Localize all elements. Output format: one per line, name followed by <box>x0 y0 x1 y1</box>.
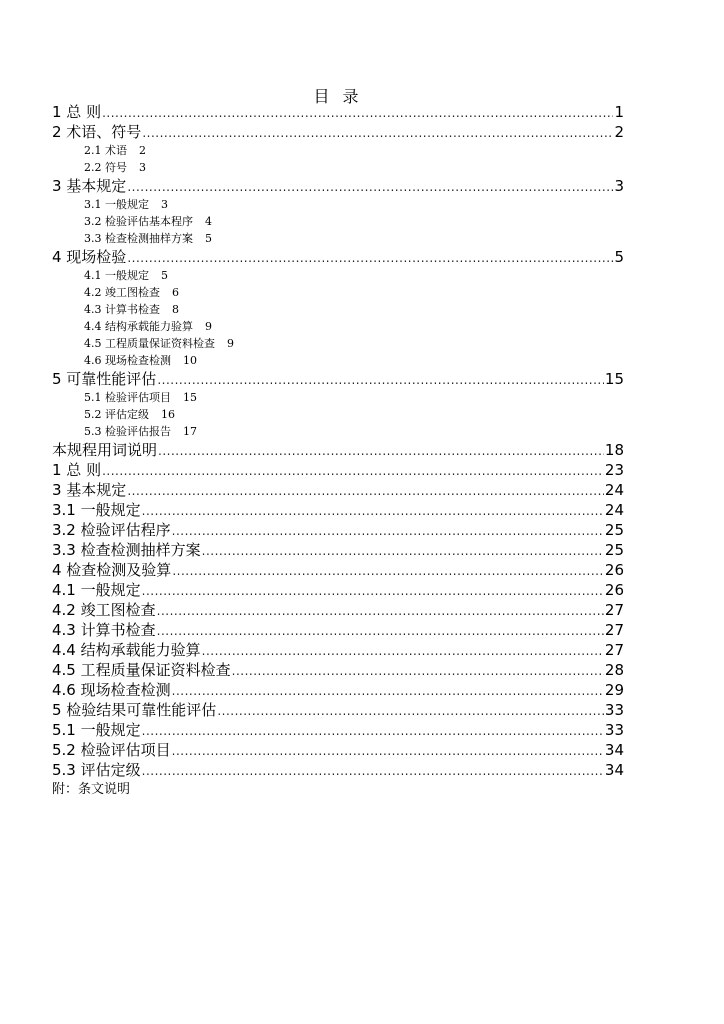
toc-subentry-page: 9 <box>227 337 234 350</box>
toc-entry-label: 4.3 计算书检查 <box>52 621 156 639</box>
toc-entry-page: 33 <box>604 701 624 719</box>
toc-subentry-page: 9 <box>205 320 212 333</box>
toc-leader-dots <box>142 721 604 741</box>
toc-subentry-page: 8 <box>172 303 179 316</box>
toc-entry[interactable] <box>52 540 624 560</box>
toc-subentry-page: 10 <box>183 354 197 367</box>
toc-subentry-label: 5.2 评估定级 <box>84 408 149 421</box>
toc-entry-page: 27 <box>604 641 624 659</box>
toc-entry-label: 5 可靠性能评估 <box>52 370 157 388</box>
toc-leader-dots <box>172 741 604 761</box>
toc-entry-page: 34 <box>604 761 624 779</box>
toc-leader-dots <box>142 581 604 601</box>
toc-leader-dots <box>142 761 604 781</box>
toc-entry[interactable] <box>52 760 624 780</box>
toc-subentry-label: 3.3 检查检测抽样方案 <box>84 232 193 245</box>
toc-leader-dots <box>158 441 604 461</box>
toc-leader-dots <box>217 701 604 721</box>
toc-entry[interactable] <box>52 247 624 267</box>
toc-entry[interactable] <box>52 440 624 460</box>
toc-subentry-label: 3.2 检验评估基本程序 <box>84 215 193 228</box>
toc-subentry-label: 3.1 一般规定 <box>84 198 149 211</box>
toc-entry-page: 24 <box>604 481 624 499</box>
toc-entry-label: 4 检查检测及验算 <box>52 561 172 579</box>
toc-entry[interactable] <box>52 740 624 760</box>
toc-subentry[interactable] <box>52 352 624 369</box>
toc-entry-label: 3.2 检验评估程序 <box>52 521 171 539</box>
toc-subentry[interactable] <box>52 389 624 406</box>
toc-entry[interactable] <box>52 640 624 660</box>
toc-leader-dots <box>157 601 604 621</box>
toc-entry-page: 26 <box>604 581 624 599</box>
table-of-contents <box>52 102 624 800</box>
toc-entry-page: 2 <box>614 123 624 141</box>
toc-subentry-page: 3 <box>161 198 168 211</box>
toc-entry[interactable] <box>52 369 624 389</box>
toc-entry-page: 25 <box>604 521 624 539</box>
toc-subentry-page: 5 <box>205 232 212 245</box>
toc-leader-dots <box>172 681 604 701</box>
toc-leader-dots <box>172 561 604 581</box>
toc-entry[interactable] <box>52 680 624 700</box>
toc-entry[interactable] <box>52 580 624 600</box>
toc-subentry-label: 2.2 符号 <box>84 161 127 174</box>
toc-subentry[interactable] <box>52 318 624 335</box>
toc-leader-dots <box>172 521 604 541</box>
toc-entry-label: 4.6 现场检查检测 <box>52 681 171 699</box>
toc-subentry-label: 5.1 检验评估项目 <box>84 391 171 404</box>
toc-leader-dots <box>127 177 613 197</box>
toc-leader-dots <box>127 481 604 501</box>
toc-entry-page: 29 <box>604 681 624 699</box>
toc-entry[interactable] <box>52 122 624 142</box>
toc-subentry-label: 4.1 一般规定 <box>84 269 149 282</box>
toc-subentry-label: 2.1 术语 <box>84 144 127 157</box>
toc-subentry-page: 17 <box>183 425 197 438</box>
toc-subentry[interactable] <box>52 335 624 352</box>
toc-entry-page: 27 <box>604 601 624 619</box>
toc-subentry-page: 2 <box>139 144 146 157</box>
toc-entry-page: 26 <box>604 561 624 579</box>
toc-entry-page: 15 <box>604 370 624 388</box>
toc-entry[interactable] <box>52 720 624 740</box>
toc-entry-page: 5 <box>614 248 624 266</box>
toc-entry-page: 33 <box>604 721 624 739</box>
toc-entry[interactable] <box>52 600 624 620</box>
toc-entry-page: 23 <box>604 461 624 479</box>
toc-subentry-label: 5.3 检验评估报告 <box>84 425 171 438</box>
toc-entry-label: 1 总 则 <box>52 103 102 121</box>
toc-entry-page: 25 <box>604 541 624 559</box>
toc-leader-dots <box>202 541 604 561</box>
toc-subentry[interactable] <box>52 406 624 423</box>
toc-leader-dots <box>127 248 613 268</box>
toc-subentry[interactable] <box>52 159 624 176</box>
toc-entry-label: 3 基本规定 <box>52 481 127 499</box>
toc-subentry-page: 15 <box>183 391 197 404</box>
toc-subentry-label: 4.4 结构承载能力验算 <box>84 320 193 333</box>
toc-entry-label: 4.5 工程质量保证资料检查 <box>52 661 231 679</box>
toc-entry[interactable] <box>52 520 624 540</box>
toc-subentry-label: 4.2 竣工图检查 <box>84 286 160 299</box>
toc-entry-label: 5.1 一般规定 <box>52 721 141 739</box>
toc-subentry-label: 4.6 现场检查检测 <box>84 354 171 367</box>
toc-subentry-page: 16 <box>161 408 175 421</box>
toc-subentry-page: 4 <box>205 215 212 228</box>
toc-entry-label: 2 术语、符号 <box>52 123 142 141</box>
toc-subentry[interactable] <box>52 213 624 230</box>
toc-entry[interactable] <box>52 102 624 122</box>
toc-entry-label: 4.1 一般规定 <box>52 581 141 599</box>
toc-entry-page: 28 <box>604 661 624 679</box>
toc-subentry[interactable] <box>52 230 624 247</box>
toc-entry-label: 5 检验结果可靠性能评估 <box>52 701 217 719</box>
toc-subentry[interactable] <box>52 301 624 318</box>
toc-entry-label: 3.3 检查检测抽样方案 <box>52 541 201 559</box>
toc-leader-dots <box>157 370 604 390</box>
toc-entry[interactable] <box>52 460 624 480</box>
toc-entry[interactable] <box>52 480 624 500</box>
toc-subentry[interactable] <box>52 423 624 440</box>
toc-entry-label: 3.1 一般规定 <box>52 501 141 519</box>
toc-entry-page: 3 <box>614 177 624 195</box>
toc-entry[interactable] <box>52 500 624 520</box>
toc-entry-page: 1 <box>614 103 624 121</box>
toc-entry-label: 4.2 竣工图检查 <box>52 601 156 619</box>
toc-entry-label: 5.2 检验评估项目 <box>52 741 171 759</box>
page-title: 目 录 <box>313 87 363 106</box>
toc-entry-label: 4.4 结构承载能力验算 <box>52 641 201 659</box>
appendix-note: 附：条文说明 <box>52 782 131 797</box>
toc-leader-dots <box>202 641 604 661</box>
toc-leader-dots <box>142 501 604 521</box>
toc-entry[interactable] <box>52 176 624 196</box>
toc-entry-page: 24 <box>604 501 624 519</box>
toc-entry-label: 1 总 则 <box>52 461 102 479</box>
toc-leader-dots <box>157 621 604 641</box>
toc-subentry[interactable] <box>52 142 624 159</box>
toc-entry[interactable] <box>52 560 624 580</box>
toc-entry-label: 4 现场检验 <box>52 248 127 266</box>
toc-subentry[interactable] <box>52 267 624 284</box>
toc-subentry-page: 3 <box>139 161 146 174</box>
toc-entry-label: 本规程用词说明 <box>52 441 158 459</box>
toc-subentry[interactable] <box>52 284 624 301</box>
toc-leader-dots <box>102 461 604 481</box>
toc-subentry-page: 6 <box>172 286 179 299</box>
toc-leader-dots <box>102 103 613 123</box>
toc-entry[interactable] <box>52 620 624 640</box>
toc-entry[interactable] <box>52 660 624 680</box>
toc-entry-page: 27 <box>604 621 624 639</box>
toc-subentry-label: 4.5 工程质量保证资料检查 <box>84 337 215 350</box>
toc-entry-page: 34 <box>604 741 624 759</box>
toc-entry-label: 5.3 评估定级 <box>52 761 141 779</box>
toc-entry-page: 18 <box>604 441 624 459</box>
toc-leader-dots <box>232 661 604 681</box>
toc-entry-label: 3 基本规定 <box>52 177 127 195</box>
toc-subentry[interactable] <box>52 196 624 213</box>
toc-subentry-label: 4.3 计算书检查 <box>84 303 160 316</box>
toc-subentry-page: 5 <box>161 269 168 282</box>
toc-leader-dots <box>142 123 613 143</box>
toc-entry[interactable] <box>52 700 624 720</box>
